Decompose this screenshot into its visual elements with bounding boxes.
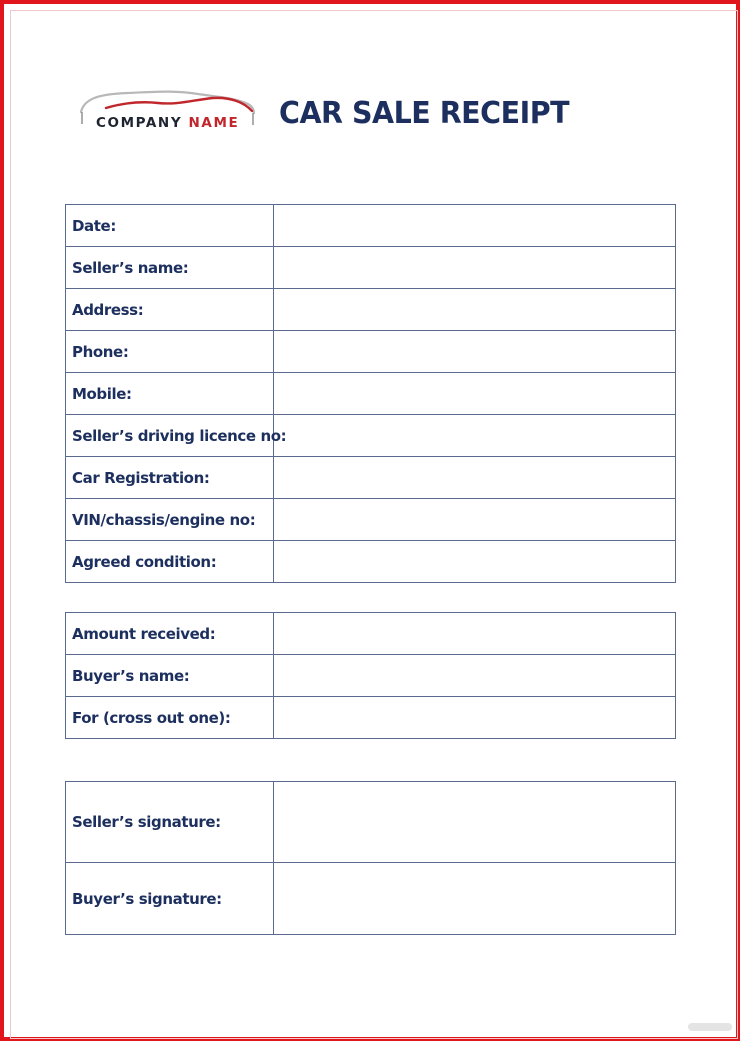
form-row-address <box>66 289 676 331</box>
condition-field[interactable] <box>274 541 676 583</box>
address-field[interactable] <box>274 289 676 331</box>
field-label: Mobile: <box>66 373 274 415</box>
form-row-for <box>66 697 676 739</box>
buyer-signature-field[interactable] <box>274 863 676 935</box>
seller-signature-field[interactable] <box>274 782 676 863</box>
field-label: Seller’s driving licence no: <box>66 415 274 457</box>
watermark-badge <box>688 1023 732 1031</box>
field-label: Amount received: <box>66 613 274 655</box>
phone-field[interactable] <box>274 331 676 373</box>
field-label: Buyer’s signature: <box>66 863 274 935</box>
form-row-phone <box>66 331 676 373</box>
form-row-date <box>66 205 676 247</box>
payment-details-table <box>65 612 676 739</box>
form-row-licence <box>66 415 676 457</box>
company-name <box>96 115 239 131</box>
seller-name-field[interactable] <box>274 247 676 289</box>
form-row-mobile <box>66 373 676 415</box>
form-row-seller-signature <box>66 782 676 863</box>
field-label: Seller’s signature: <box>66 782 274 863</box>
field-label: Agreed condition: <box>66 541 274 583</box>
buyer-name-field[interactable] <box>274 655 676 697</box>
field-label: Date: <box>66 205 274 247</box>
registration-field[interactable] <box>274 457 676 499</box>
field-label: Address: <box>66 289 274 331</box>
field-label: Seller’s name: <box>66 247 274 289</box>
form-row-condition <box>66 541 676 583</box>
vin-field[interactable] <box>274 499 676 541</box>
document-title: CAR SALE RECEIPT <box>279 96 570 131</box>
field-label: VIN/chassis/engine no: <box>66 499 274 541</box>
for-field[interactable] <box>274 697 676 739</box>
mobile-field[interactable] <box>274 373 676 415</box>
amount-field[interactable] <box>274 613 676 655</box>
signature-table <box>65 781 676 935</box>
field-label: Buyer’s name: <box>66 655 274 697</box>
form-row-amount <box>66 613 676 655</box>
form-row-registration <box>66 457 676 499</box>
form-row-buyer-name <box>66 655 676 697</box>
company-logo <box>78 84 258 134</box>
company-name-word2: NAME <box>188 115 240 131</box>
form-row-seller-name <box>66 247 676 289</box>
field-label: Phone: <box>66 331 274 373</box>
date-field[interactable] <box>274 205 676 247</box>
vehicle-details-table <box>65 204 676 583</box>
licence-field[interactable] <box>274 415 676 457</box>
form-row-buyer-signature <box>66 863 676 935</box>
form-row-vin <box>66 499 676 541</box>
company-name-word1: COMPANY <box>96 115 183 131</box>
field-label: Car Registration: <box>66 457 274 499</box>
field-label: For (cross out one): <box>66 697 274 739</box>
